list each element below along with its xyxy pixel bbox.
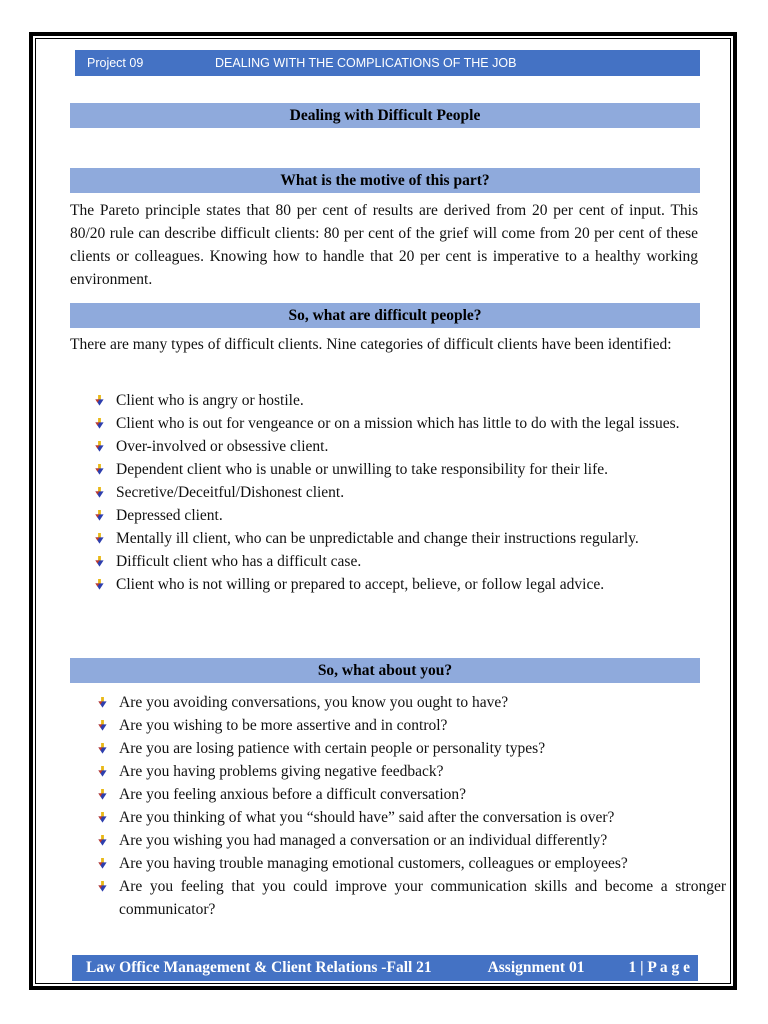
list-item-text: Dependent client who is unable or unwilling to take responsibility for their life. xyxy=(116,461,609,478)
motive-paragraph: The Pareto principle states that 80 per cent of results are derived from 20 per cent of input. This 80/20 rule can describe difficult clients: 80 per cent of the grief will come from 20 per cent of these clients or colleagues. Knowing how to handle that 20 per cent is imperative to a healthy working environment. xyxy=(70,202,698,288)
list-item xyxy=(98,875,726,921)
list-item-text: Client who is not willing or prepared to accept, believe, or follow legal advice. xyxy=(116,576,605,593)
project-label: Project 09 xyxy=(87,56,144,70)
arrow-bullet-icon xyxy=(95,487,104,498)
list-item xyxy=(95,504,723,527)
footer-page-number: 1 | P a g e xyxy=(628,959,690,976)
list-item-text: Over-involved or obsessive client. xyxy=(116,438,329,455)
section-heading-about-you xyxy=(70,658,700,683)
list-item xyxy=(95,573,723,596)
list-item xyxy=(98,760,726,783)
document-title-bar xyxy=(70,103,700,128)
list-item-text: Are you having problems giving negative feedback? xyxy=(119,763,444,780)
arrow-bullet-icon xyxy=(95,510,104,521)
arrow-bullet-icon xyxy=(95,464,104,475)
difficult-people-intro: There are many types of difficult clients. Nine categories of difficult clients have been identified: xyxy=(70,336,672,353)
list-item-text: Are you are losing patience with certain people or personality types? xyxy=(119,740,546,757)
document-title: Dealing with Difficult People xyxy=(289,106,481,124)
list-item-text: Client who is out for vengeance or on a mission which has little to do with the legal issues. xyxy=(116,415,680,432)
footer-assignment: Assignment 01 xyxy=(487,959,585,976)
top-banner xyxy=(75,50,700,76)
list-item-text: Are you feeling anxious before a difficult conversation? xyxy=(119,786,467,803)
list-item xyxy=(95,389,723,412)
list-item xyxy=(95,458,723,481)
arrow-bullet-icon xyxy=(98,835,107,846)
list-item xyxy=(95,527,723,550)
arrow-bullet-icon xyxy=(98,743,107,754)
list-item xyxy=(95,481,723,504)
footer-course: Law Office Management & Client Relations -Fall 21 xyxy=(86,959,432,976)
arrow-bullet-icon xyxy=(98,720,107,731)
list-item xyxy=(98,737,726,760)
list-item xyxy=(98,714,726,737)
list-item xyxy=(95,435,723,458)
list-item-text: Are you having trouble managing emotional customers, colleagues or employees? xyxy=(119,855,628,872)
list-item xyxy=(98,691,726,714)
arrow-bullet-icon xyxy=(95,579,104,590)
arrow-bullet-icon xyxy=(98,812,107,823)
arrow-bullet-icon xyxy=(95,441,104,452)
arrow-bullet-icon xyxy=(95,533,104,544)
list-item-text: Client who is angry or hostile. xyxy=(116,392,304,409)
arrow-bullet-icon xyxy=(98,789,107,800)
list-item-text: Are you thinking of what you “should have” said after the conversation is over? xyxy=(119,809,615,826)
arrow-bullet-icon xyxy=(95,556,104,567)
list-item-text: Depressed client. xyxy=(116,507,223,524)
list-item-text: Are you feeling that you could improve your communication skills and become a stronger communicator? xyxy=(119,878,726,918)
list-item xyxy=(98,829,726,852)
section-heading-motive xyxy=(70,168,700,193)
section-heading-motive-label: What is the motive of this part? xyxy=(280,171,490,189)
footer-bar xyxy=(72,955,698,981)
section-heading-difficult-people xyxy=(70,303,700,328)
list-item-text: Secretive/Deceitful/Dishonest client. xyxy=(116,484,345,501)
list-item xyxy=(98,852,726,875)
list-item xyxy=(95,550,723,573)
list-item-text: Are you wishing you had managed a conversation or an individual differently? xyxy=(119,832,608,849)
list-item-text: Are you wishing to be more assertive and in control? xyxy=(119,717,448,734)
arrow-bullet-icon xyxy=(98,858,107,869)
list-item xyxy=(98,806,726,829)
difficult-clients-list xyxy=(70,389,723,596)
list-item xyxy=(98,783,726,806)
arrow-bullet-icon xyxy=(95,395,104,406)
banner-title: DEALING WITH THE COMPLICATIONS OF THE JOB xyxy=(215,56,517,70)
arrow-bullet-icon xyxy=(98,697,107,708)
list-item xyxy=(95,412,723,435)
section-heading-about-you-label: So, what about you? xyxy=(317,661,453,679)
list-item-text: Are you avoiding conversations, you know you ought to have? xyxy=(119,694,509,711)
section-heading-difficult-people-label: So, what are difficult people? xyxy=(288,306,482,324)
arrow-bullet-icon xyxy=(98,766,107,777)
arrow-bullet-icon xyxy=(98,881,107,892)
arrow-bullet-icon xyxy=(95,418,104,429)
list-item-text: Difficult client who has a difficult case. xyxy=(116,553,362,570)
list-item-text: Mentally ill client, who can be unpredictable and change their instructions regularly. xyxy=(116,530,639,547)
about-you-list xyxy=(70,691,726,921)
